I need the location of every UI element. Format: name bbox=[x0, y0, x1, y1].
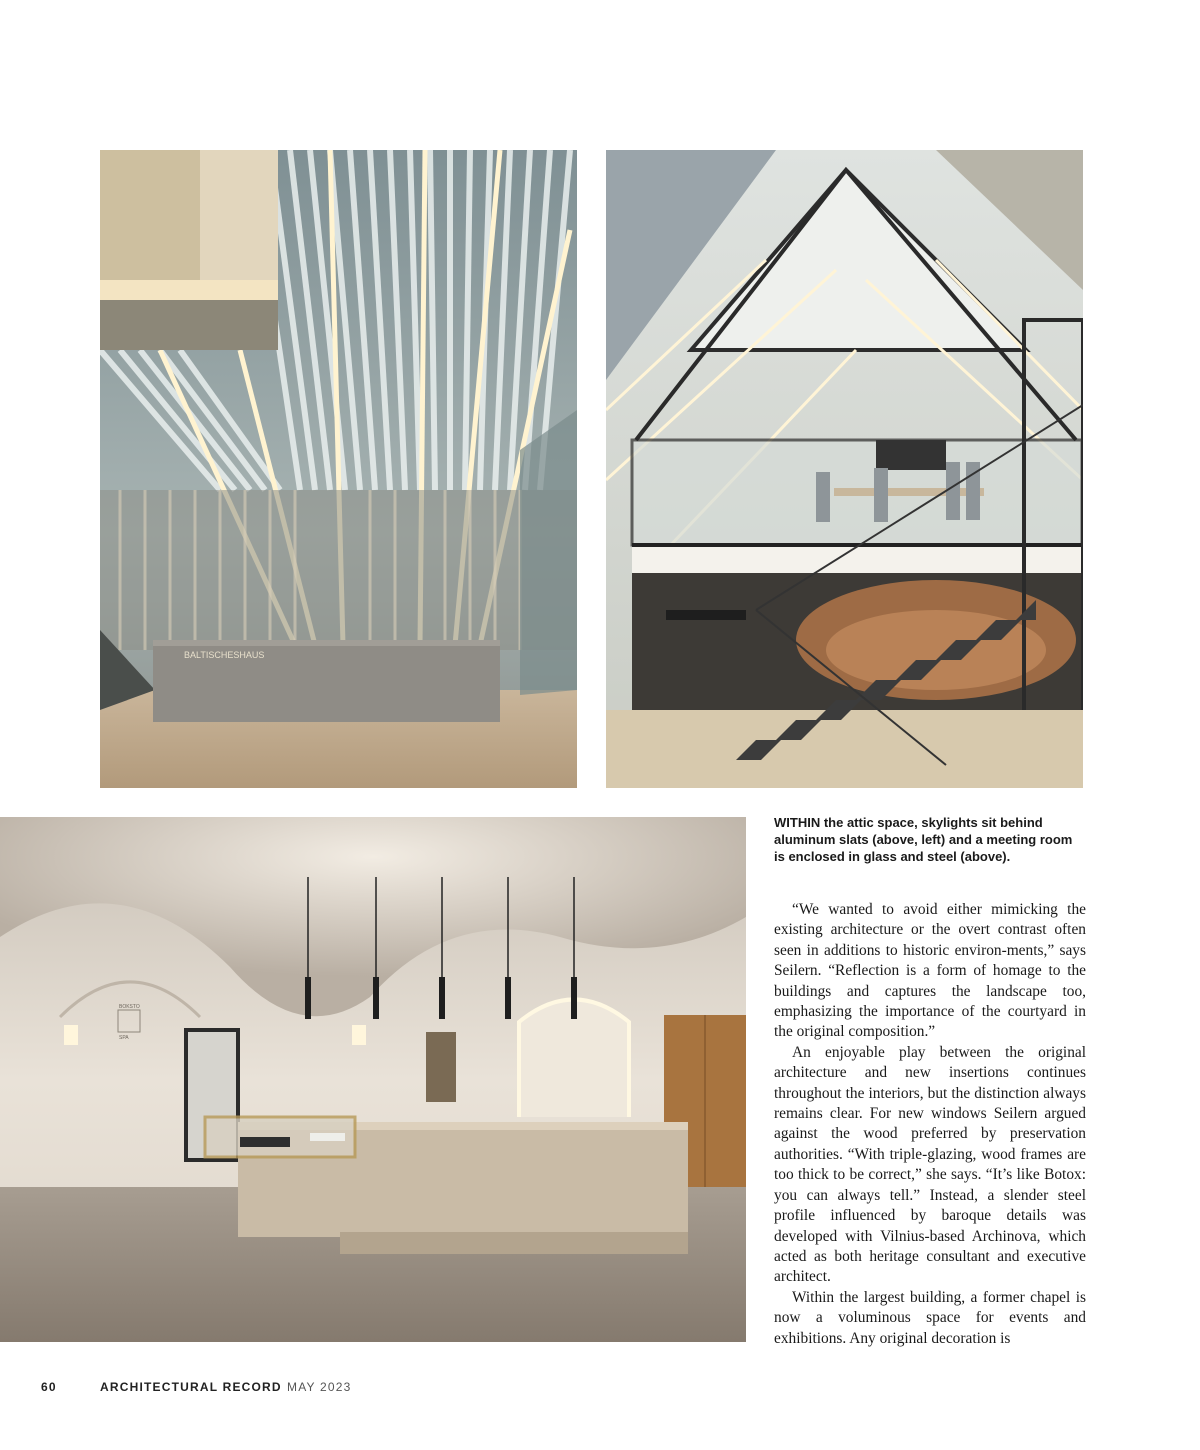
article-body bbox=[774, 900, 1086, 1349]
photo-attic-meeting-room bbox=[606, 150, 1083, 788]
wall-sign-line1: BOKSTO bbox=[119, 1004, 140, 1010]
issue-date: MAY 2023 bbox=[287, 1380, 352, 1394]
wall-sign-line2: SPA bbox=[119, 1035, 129, 1041]
caption-lead: WITHIN bbox=[774, 815, 821, 830]
publication-name: ARCHITECTURAL RECORD bbox=[100, 1380, 282, 1394]
page-number: 60 bbox=[41, 1380, 57, 1394]
body-paragraph: Within the largest building, a former chapel is now a voluminous space for events and exhibitions. Any original decoration is bbox=[774, 1288, 1086, 1347]
photo-caption bbox=[774, 814, 1074, 865]
body-paragraph: An enjoyable play between the original architecture and new insertions continues throughout the interiors, but the distinction always remains clear. For new windows Seilern argued against the wood preferred by preservation authorities. “With triple-glazing, wood frames are too thick to be correct,” she says. “It’s like Botox: you can always tell.” Instead, a slender steel profile influenced by baroque details was developed with Vilnius-based Archinova, which acted as both heritage consultant and executive architect. bbox=[774, 1043, 1086, 1286]
caption-text: the attic space, skylights sit behind aluminum slats (above, left) and a meeting room is enclosed in glass and steel (above). bbox=[774, 815, 1073, 864]
body-paragraph: “We wanted to avoid either mimicking the existing architecture or the overt contrast often seen in additions to historic environ-ments,” says Seilern. “Reflection is a form of homage to the buildings and captures the landscape too, emphasizing the importance of the courtyard in the original composition.” bbox=[774, 901, 1086, 1041]
photo-spa-reception bbox=[0, 817, 746, 1342]
reception-sign: BALTISCHESHAUS bbox=[184, 650, 265, 660]
photo-skylight-slats bbox=[100, 150, 577, 788]
